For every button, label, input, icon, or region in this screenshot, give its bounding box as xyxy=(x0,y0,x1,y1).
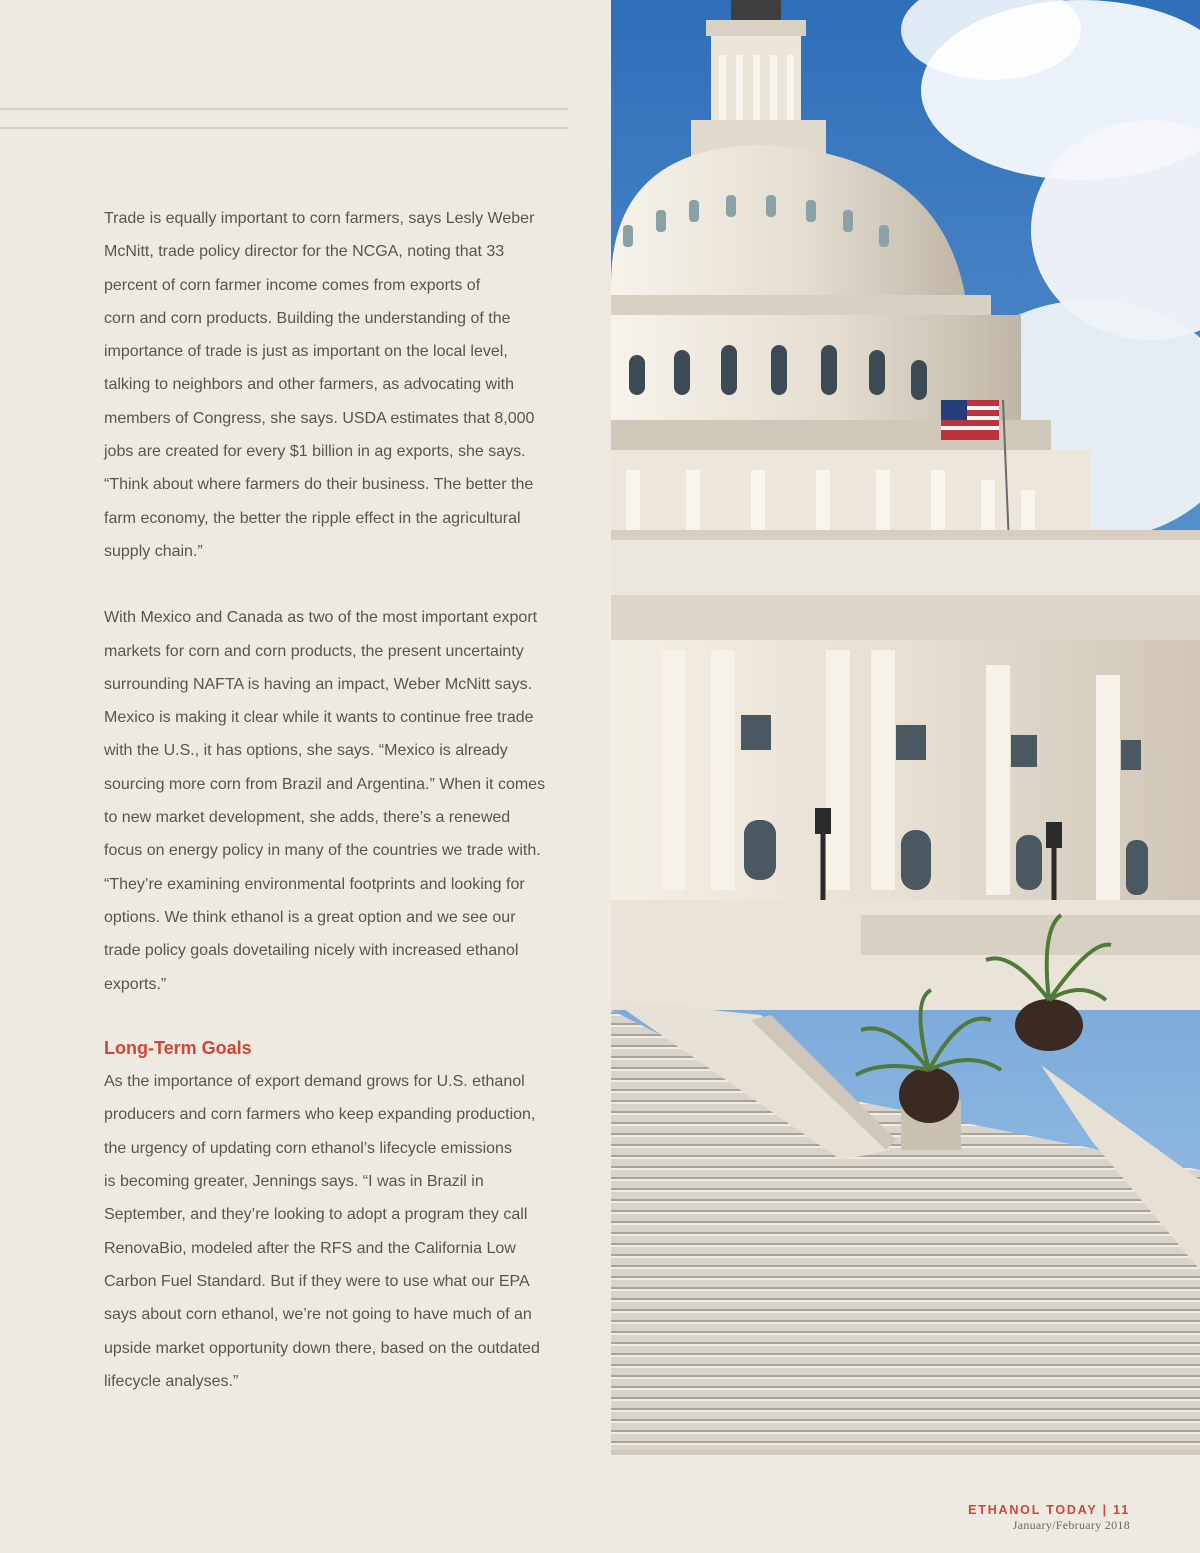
text-line: lifecycle analyses.” xyxy=(104,1372,239,1390)
text-line: Trade is equally important to corn farmers, says Lesly Weber xyxy=(104,210,535,227)
text-line: September, and they’re looking to adopt a program they call xyxy=(104,1206,528,1224)
article-paragraph-2 xyxy=(104,601,574,1001)
page-footer xyxy=(968,1502,1130,1532)
publication-page-number: ETHANOL TODAY | 11 xyxy=(968,1503,1130,1517)
text-line: with the U.S., it has options, she says. “Mexico is already xyxy=(104,742,508,760)
text-line: upside market opportunity down there, based on the outdated xyxy=(104,1339,540,1357)
text-line: producers and corn farmers who keep expanding production, xyxy=(104,1106,536,1124)
article-paragraph-1 xyxy=(104,202,574,568)
text-line: says about corn ethanol, we’re not going to have much of an xyxy=(104,1306,532,1324)
text-line: As the importance of export demand grows for U.S. ethanol xyxy=(104,1073,525,1091)
issue-date: January/February 2018 xyxy=(1012,1518,1130,1532)
text-line: to new market development, she adds, there’s a renewed xyxy=(104,809,511,827)
text-line: percent of corn farmer income comes from exports of xyxy=(104,276,481,294)
text-line: sourcing more corn from Brazil and Argentina.” When it comes xyxy=(104,775,546,793)
text-line: focus on energy policy in many of the countries we trade with. xyxy=(104,842,541,860)
text-line: the urgency of updating corn ethanol’s lifecycle emissions xyxy=(104,1139,512,1157)
header-rule-top xyxy=(0,108,568,110)
text-line: Mexico is making it clear while it wants to continue free trade xyxy=(104,709,534,727)
text-line: talking to neighbors and other farmers, as advocating with xyxy=(104,376,515,394)
text-line: importance of trade is just as important on the local level, xyxy=(104,343,508,361)
text-line: farm economy, the better the ripple effect in the agricultural xyxy=(104,509,521,527)
text-line: exports.” xyxy=(104,975,167,993)
section-subheading: Long-Term Goals xyxy=(104,1037,252,1058)
text-line: surrounding NAFTA is having an impact, Weber McNitt says. xyxy=(104,675,533,693)
text-line: With Mexico and Canada as two of the most important export xyxy=(104,609,538,627)
text-line: corn and corn products. Building the understanding of the xyxy=(104,309,511,327)
text-line: “They’re examining environmental footprints and looking for xyxy=(104,875,525,893)
text-line: McNitt, trade policy director for the NCGA, noting that 33 xyxy=(104,243,505,261)
header-rule-bottom xyxy=(0,127,568,129)
text-line: is becoming greater, Jennings says. “I was in Brazil in xyxy=(104,1173,484,1191)
text-line: supply chain.” xyxy=(104,542,203,560)
text-line: jobs are created for every $1 billion in ag exports, she says. xyxy=(104,443,526,461)
text-line: Carbon Fuel Standard. But if they were to use what our EPA xyxy=(104,1272,530,1290)
text-line: trade policy goals dovetailing nicely with increased ethanol xyxy=(104,942,519,960)
article-body xyxy=(104,202,574,1398)
capitol-building-photo xyxy=(611,0,1200,1455)
text-line: “Think about where farmers do their business. The better the xyxy=(104,476,534,494)
text-line: markets for corn and corn products, the present uncertainty xyxy=(104,642,524,660)
text-line: RenovaBio, modeled after the RFS and the California Low xyxy=(104,1239,516,1257)
text-line: members of Congress, she says. USDA estimates that 8,000 xyxy=(104,409,535,427)
article-paragraph-3 xyxy=(104,1065,574,1398)
text-line: options. We think ethanol is a great option and we see our xyxy=(104,908,516,926)
